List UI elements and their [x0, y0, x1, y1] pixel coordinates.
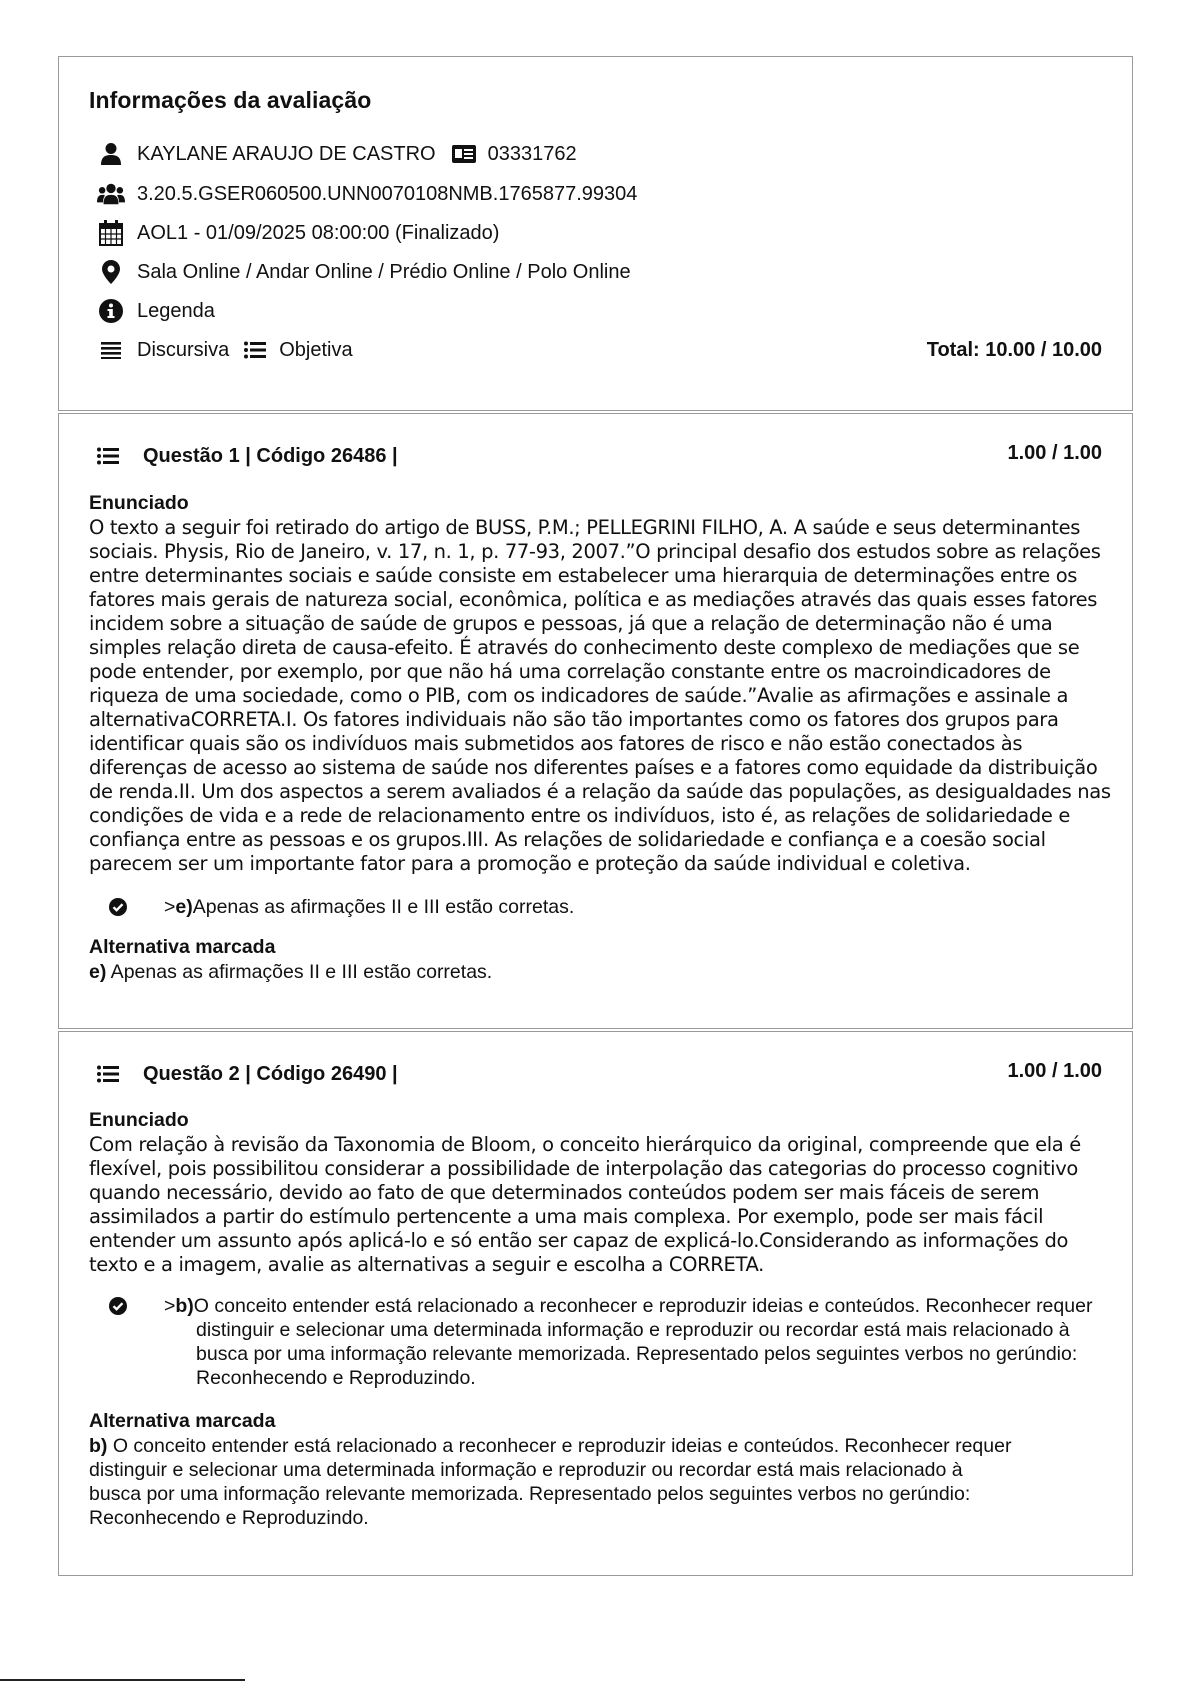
location-row	[97, 259, 631, 285]
option-prefix: >	[164, 896, 176, 918]
student-row	[97, 141, 577, 167]
evaluation-info-card	[58, 56, 1133, 411]
info-circle-icon	[97, 298, 125, 324]
group-row	[97, 181, 637, 207]
legend-discursiva: Discursiva	[137, 338, 230, 361]
question-score: 1.00 / 1.00	[1007, 1060, 1102, 1082]
marked-answer	[89, 1434, 1019, 1530]
group-code: 3.20.5.GSER060500.UNN0070108NMB.1765877.99304	[137, 182, 638, 205]
option-prefix: >	[164, 1295, 176, 1317]
check-circle-icon	[109, 895, 129, 919]
option-text: O conceito entender está relacionado a reconhecer e reproduzir ideias e conteúdos. Reconhecer requer distinguir e selecionar uma determinada informação e reproduzir ou recordar está mais relacionado à busca por uma informação relevante memorizada. Representado pelos seguintes verbos no gerúndio: Reconhecendo e Reproduzindo.	[193, 1295, 1093, 1389]
list-icon	[97, 1062, 123, 1086]
align-justify-icon	[97, 337, 125, 363]
id-card-icon	[450, 141, 478, 167]
option-body	[164, 1294, 1119, 1390]
list-icon	[241, 337, 269, 363]
marked-label: Alternativa marcada	[89, 1410, 276, 1432]
calendar-icon	[97, 220, 125, 246]
marked-text: Apenas as afirmações II e III estão corretas.	[106, 961, 493, 983]
enunciado-text: Com relação à revisão da Taxonomia de Bloom, o conceito hierárquico da original, compreende que ela é flexível, pois possibilitou considerar a possibilidade de interpolação das categorias do processo cognitivo quando necessário, devido ao fato de que determinados conteúdos podem ser mais fáceis de serem assimilados a partir do estímulo pertencente a uma mais complexa. Por exemplo, pode ser mais fácil entender um assunto após aplicá-lo e só então ser capaz de explicá-lo.Considerando as informações do texto e a imagem, avalie as alternativas a seguir e escolha a CORRETA.	[89, 1133, 1081, 1276]
exam-info: AOL1 - 01/09/2025 08:00:00 (Finalizado)	[137, 221, 500, 244]
question-card	[58, 1031, 1133, 1576]
question-card	[58, 413, 1133, 1029]
location: Sala Online / Andar Online / Prédio Online / Polo Online	[137, 260, 631, 283]
user-icon	[97, 141, 125, 167]
legend-label: Legenda	[137, 299, 215, 322]
legend-types-row	[97, 337, 353, 363]
question-title: Questão 2 | Código 26490 |	[143, 1062, 398, 1085]
exam-row	[97, 220, 499, 246]
correct-option	[109, 1294, 1119, 1390]
marked-answer	[89, 960, 1019, 984]
option-text: Apenas as afirmações II e III estão corretas.	[192, 896, 575, 918]
option-letter: e)	[175, 896, 193, 918]
question-score: 1.00 / 1.00	[1007, 442, 1102, 464]
marked-text: O conceito entender está relacionado a reconhecer e reproduzir ideias e conteúdos. Reconhecer requer distinguir e selecionar uma determinada informação e reproduzir ou recordar está mais relacionado à busca por uma informação relevante memorizada. Representado pelos seguintes verbos no gerúndio: Reconhecendo e Reproduzindo.	[89, 1435, 1012, 1529]
marked-letter: e)	[89, 961, 107, 983]
enunciado-text: O texto a seguir foi retirado do artigo de BUSS, P.M.; PELLEGRINI FILHO, A. A saúde e seus determinantes sociais. Physis, Rio de Janeiro, v. 17, n. 1, p. 77-93, 2007.”O principal desafio dos estudos sobre as relações entre determinantes sociais e saúde consiste em estabelecer uma hierarquia de determinações entre os fatores mais gerais de natureza social, econômica, política e as mediações através das quais esses fatores incidem sobre a situação de saúde de grupos e pessoas, já que a relação de determinação não é uma simples relação direta de causa-efeito. É através do conhecimento deste complexo de mediações que se pode entender, por exemplo, por que não há uma correlação constante entre os macroindicadores de riqueza de uma sociedade, como o PIB, com os indicadores de saúde.”Avalie as afirmações e assinale a alternativaCORRETA.I. Os fatores individuais não são tão importantes como os fatores dos grupos para identificar quais são os indivíduos mais submetidos aos fatores de risco e não estão conectados às diferenças de acesso ao sistema de saúde nos diferentes países e a fatores como equidade da distribuição de renda.II. Um dos aspectos a serem avaliados é a relação da saúde das populações, as desigualdades nas condições de vida e a rede de relacionamento entre os indivíduos, isto é, as relações de solidariedade e confiança entre as pessoas e os grupos.III. As relações de solidariedade e confiança e a coesão social parecem ser um importante fator para a promoção e proteção da saúde individual e coletiva.	[89, 516, 1111, 875]
footer-divider	[0, 1679, 245, 1681]
list-icon	[97, 444, 123, 468]
info-title: Informações da avaliação	[89, 87, 372, 113]
legend-objetiva: Objetiva	[279, 338, 353, 361]
student-id: 03331762	[487, 142, 577, 165]
enunciado-label: Enunciado	[89, 492, 189, 514]
check-circle-icon	[109, 1294, 129, 1318]
question-header	[97, 1062, 398, 1086]
option-letter: b)	[175, 1295, 194, 1317]
marked-label: Alternativa marcada	[89, 936, 276, 958]
users-group-icon	[97, 181, 125, 207]
marked-letter: b)	[89, 1435, 108, 1457]
option-body	[164, 895, 1109, 919]
question-title: Questão 1 | Código 26486 |	[143, 444, 398, 467]
legend-row	[97, 298, 215, 324]
student-name: KAYLANE ARAUJO DE CASTRO	[137, 142, 436, 165]
total-score: Total: 10.00 / 10.00	[926, 339, 1102, 361]
enunciado-label: Enunciado	[89, 1109, 189, 1131]
question-header	[97, 444, 398, 468]
map-marker-icon	[97, 259, 125, 285]
correct-option	[109, 895, 1109, 919]
